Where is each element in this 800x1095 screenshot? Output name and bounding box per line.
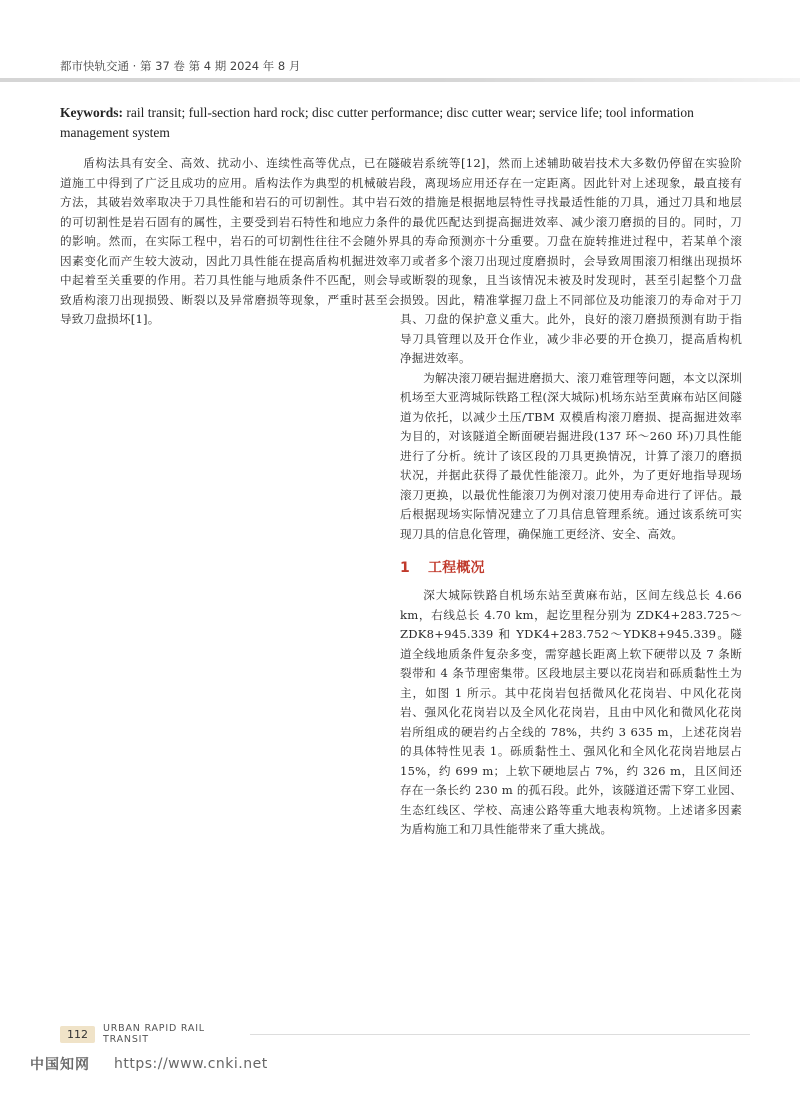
cnki-watermark — [30, 1054, 268, 1074]
page-footer — [60, 1023, 250, 1045]
header-rule — [0, 78, 800, 82]
section-heading — [400, 558, 742, 578]
right-column — [400, 154, 742, 840]
cnki-url[interactable]: https://www.cnki.net — [114, 1056, 268, 1072]
section-title: 工程概况 — [427, 560, 485, 576]
keywords-text: rail transit; full-section hard rock; disc cutter performance; disc cutter wear; service life; tool information management system — [60, 105, 694, 140]
cnki-logo: 中国知网 — [30, 1057, 90, 1073]
page-number: 112 — [60, 1026, 95, 1043]
section-number: 1 — [400, 560, 410, 576]
left-column — [60, 154, 400, 330]
keywords-block — [60, 103, 745, 143]
body-paragraph: 盾构法具有安全、高效、扰动小、连续性高等优点，已在隧道施工中得到了广泛且成功的应用。盾构法作为典型的机械破岩方法，其破岩效率取决于刀具性能和岩石的可切割性。其中岩石的可切割性是岩石固有的属性，主要受到岩石特性和地应力条件的影响。然而，在实际工程中，岩石的可切割性往往不会随外界因素变化而产生较大波动，因此刀具性能在提高盾构机掘进效率中起着至关重要的作用。若刀具性能与地质条件不匹配，则会导致盾构滚刀出现损毁、断裂以及异常磨损等现象，严重时甚至会导致刀盘损坏[1]。 — [60, 156, 400, 326]
keywords-label: Keywords: — [60, 105, 123, 120]
body-paragraph: 破岩系统等[12]，然而上述辅助破岩技术大多数仍停留在实验阶段，离现场应用还存在一定距离。因此针对上述现象，最直接有效的措施是根据地层特性寻找最适性能的刀具，通过刀具和地层的最优匹配达到提高掘进效率、减少滚刀磨损的目的。同时，刀具的寿命预测亦十分重要。刀盘在旋转推进过程中，若某单个滚刀或者多个滚刀出现过度磨损时，会导致周围滚刀相继出现损坏或断裂的现象，且当该情况未被及时发现时，甚至引起整个刀盘损毁。因此，精准掌握刀盘上不同部位及功能滚刀的寿命对于刀具、刀盘的保护意义重大。此外，良好的滚刀磨损预测有助于指导刀具管理以及开仓作业，减少非必要的开仓换刀，提高盾构机净掘进效率。 — [400, 156, 742, 365]
body-paragraph: 为解决滚刀硬岩掘进磨损大、滚刀难管理等问题，本文以深圳机场至大亚湾城际铁路工程(深大城际)机场东站至黄麻布站区间隧道为依托，以减少土压/TBM 双模盾构滚刀磨损、提高掘进效率为目的，对该隧道全断面硬岩掘进段(137 环～260 环)刀具性能进行了分析。统计了该区段的刀具更换情况，计算了滚刀的磨损状况，并据此获得了最优性能滚刀。此外，为了更好地指导现场滚刀更换，以最优性能滚刀为例对滚刀使用寿命进行了评估。最后根据现场实际情况建立了刀具信息管理系统。通过该系统可实现刀具的信息化管理，确保施工更经济、安全、高效。 — [400, 370, 742, 541]
journal-header: 都市快轨交通 · 第 37 卷 第 4 期 2024 年 8 月 — [60, 59, 301, 73]
footer-rule — [250, 1034, 750, 1035]
journal-english-name: URBAN RAPID RAIL TRANSIT — [103, 1023, 205, 1045]
body-paragraph: 深大城际铁路自机场东站至黄麻布站，区间左线总长 4.66 km，右线总长 4.70 km，起讫里程分别为 ZDK4+283.725～ZDK8+945.339 和 YDK4+283.752～YDK8+945.339。隧道全线地质条件复杂多变，需穿越长距离上软下硬带以及 7 条断裂带和 4 条节理密集带。区段地层主要以花岗岩和砾质黏性土为主，如图 1 所示。其中花岗岩包括微风化花岗岩、中风化花岗岩、强风化花岗岩以及全风化花岗岩，且由中风化和微风化花岗岩所组成的硬岩约占全线的 78%，共约 3 635 m，上述花岗岩的具体特性见表 1。砾质黏性土、强风化和全风化花岗岩地层占 15%，约 699 m；上软下硬地层占 7%，约 326 m，且区间还存在一条长约 230 m 的孤石段。此外，该隧道还需下穿工业园、生态红线区、学校、高速公路等重大地表构筑物。上述诸多因素为盾构施工和刀具性能带来了重大挑战。 — [400, 588, 742, 836]
